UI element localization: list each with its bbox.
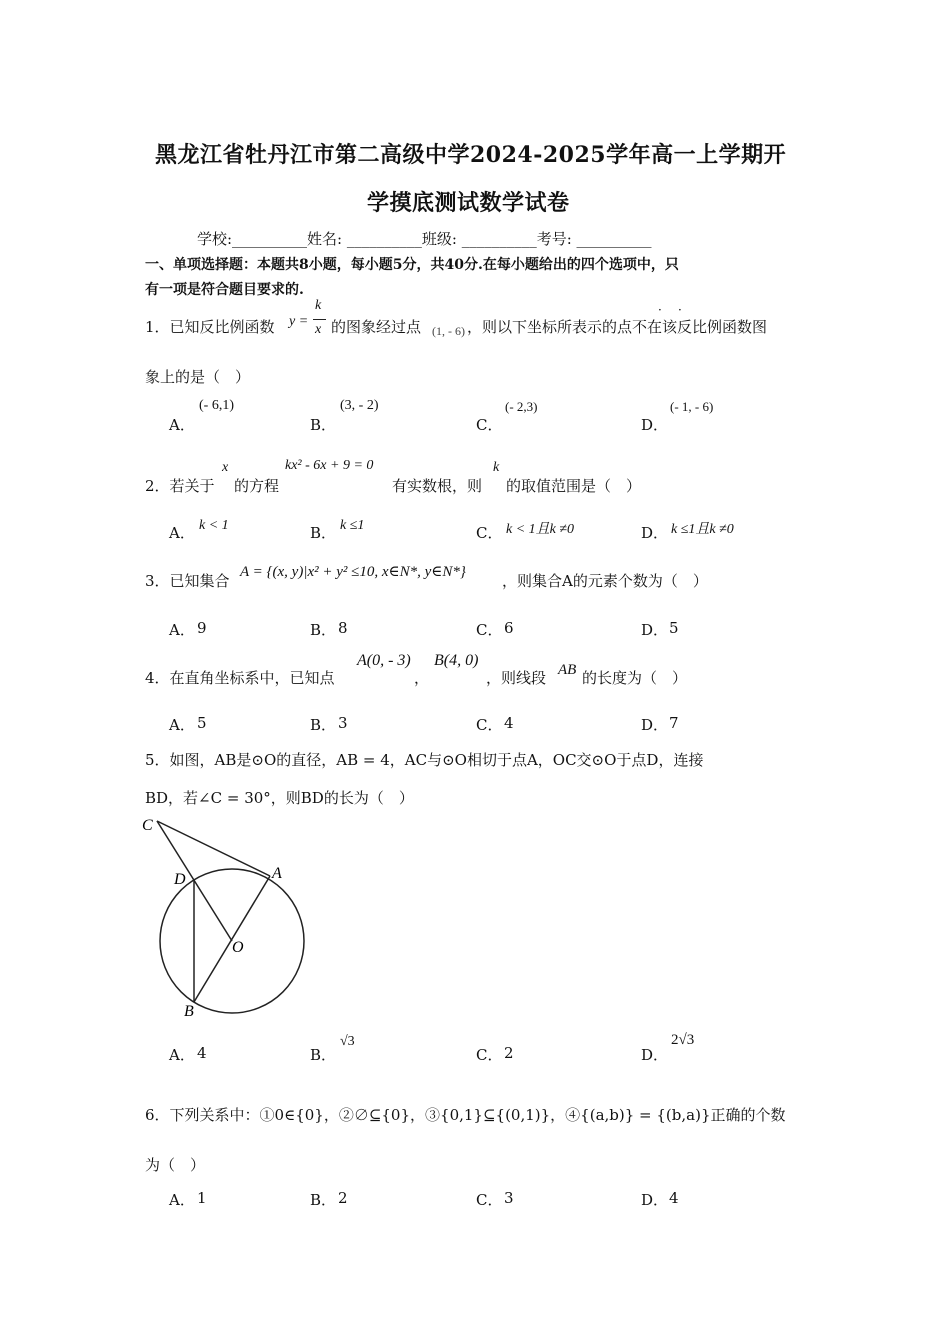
q3-option-a-label: A． [169,621,195,639]
emphasis-dot-1: · [658,303,662,317]
q4-text-mid: ，则线段 [486,669,547,687]
q2-var-x: x [222,460,229,475]
q2-option-d-value: k ≤1且k ≠0 [671,522,734,537]
q2-equation: kx² - 6x + 9 = 0 [285,458,374,473]
q6-option-c-value: 3 [504,1189,514,1207]
q4-option-d-label: D． [641,716,669,734]
q6-option-d-value: 4 [669,1189,679,1207]
q3-text-post: ，则集合A的元素个数为（ ） [502,572,708,590]
q6-option-a-label: A． [169,1191,195,1209]
q3-option-d-label: D． [641,621,669,639]
q5-option-a-label: A． [169,1046,195,1064]
q1-option-c-label: C． [476,416,503,434]
q3-set-definition: A = {(x, y)|x² + y² ≤10, x∈N*, y∈N*} [240,564,466,580]
q4-option-a-value: 5 [197,714,207,732]
section-header-line2: 有一项是符合题目要求的. [145,282,304,298]
q5-option-a-value: 4 [197,1044,207,1062]
q4-option-c-label: C． [476,716,503,734]
q2-option-d-label: D． [641,524,669,542]
q1-func-k: k [315,298,322,313]
q6-text-line1: 6．下列关系中：①0∈{0}，②∅⊆{0}，③{0,1}⊆{(0,1)}，④{(a,b)} = {(b,a)}正确的个数 [145,1106,786,1124]
q1-text-line2: 象上的是（ ） [145,368,251,386]
q3-option-c-label: C． [476,621,503,639]
q2-text-pre: 2．若关于 [145,477,215,495]
q6-option-b-value: 2 [338,1189,348,1207]
q1-option-c-value: (- 2,3) [505,399,538,414]
q1-option-a-label: A． [169,416,195,434]
q1-text-post: ，则以下坐标所表示的点不在该反比例函数图 [467,318,768,336]
q5-option-d-label: D． [641,1046,669,1064]
q4-option-c-value: 4 [504,714,514,732]
q3-option-b-value: 8 [338,619,348,637]
page-title-line2: 学摸底测试数学试卷 [367,190,570,216]
q5-option-c-label: C． [476,1046,503,1064]
q2-option-c-value: k < 1且k ≠0 [506,522,575,537]
section-header-line1: 一、单项选择题：本题共8小题，每小题5分，共40分.在每小题给出的四个选项中，只 [145,257,679,273]
q4-option-a-label: A． [169,716,195,734]
q2-text-mid2: 有实数根，则 [392,477,483,495]
q4-text-post: 的长度为（ ） [582,669,688,687]
q2-option-c-label: C． [476,524,503,542]
q1-point: (1, - 6) [432,324,465,338]
q2-var-k: k [493,460,500,475]
q4-point-b: B(4, 0) [434,652,479,669]
q1-func-y: y = [289,314,309,329]
q5-geometry-figure [140,812,320,1027]
q2-option-b-label: B． [310,524,337,542]
q4-text-pre: 4．在直角坐标系中，已知点 [145,669,335,687]
q6-option-d-label: D． [641,1191,669,1209]
q3-option-b-label: B． [310,621,337,639]
q5-option-b-value: √3 [340,1034,355,1049]
q1-fraction-bar [313,319,326,320]
q5-option-b-label: B． [310,1046,337,1064]
label-d: D [174,871,186,888]
q1-option-b-value: (3, - 2) [340,398,379,413]
q1-func-x: x [315,322,322,337]
q4-option-d-value: 7 [669,714,679,732]
q2-option-b-value: k ≤1 [340,518,365,533]
q5-option-d-value: 2√3 [671,1032,695,1048]
q5-option-c-value: 2 [504,1044,514,1062]
q4-point-a: A(0, - 3) [357,652,411,669]
q2-option-a-value: k < 1 [199,518,229,533]
q2-text-mid1: 的方程 [234,477,280,495]
q1-text-mid: 的图象经过点 [331,318,422,336]
q5-text-line2: BD，若∠C = 30°，则BD的长为（ ） [145,789,414,807]
q6-text-line2: 为（ ） [145,1156,206,1174]
q1-text-pre: 1．已知反比例函数 [145,318,275,336]
q4-comma: ， [414,669,430,687]
q3-option-d-value: 5 [669,619,679,637]
label-b: B [184,1003,194,1020]
q3-text-pre: 3．已知集合 [145,572,230,590]
q1-option-d-label: D． [641,416,669,434]
q2-text-post: 的取值范围是（ ） [506,477,642,495]
q3-option-c-value: 6 [504,619,514,637]
q5-text-line1: 5．如图，AB是⊙O的直径，AB = 4，AC与⊙O相切于点A，OC交⊙O于点D，连接 [145,751,704,769]
student-info-line: 学校:__________姓名: __________班级: __________考号: __________ [197,230,652,248]
q1-option-d-value: (- 1, - 6) [670,399,714,414]
q4-option-b-label: B． [310,716,337,734]
q6-option-c-label: C． [476,1191,503,1209]
q6-option-a-value: 1 [197,1189,207,1207]
q4-option-b-value: 3 [338,714,348,732]
page-title-line1: 黑龙江省牡丹江市第二高级中学2024-2025学年高一上学期开 [155,142,787,168]
q3-option-a-value: 9 [197,619,207,637]
q2-option-a-label: A． [169,524,195,542]
label-a: A [272,865,282,882]
q1-option-b-label: B． [310,416,337,434]
label-c: C [142,817,153,834]
label-o: O [232,939,244,956]
q4-segment-ab: AB [558,662,577,678]
q1-option-a-value: (- 6,1) [199,398,234,413]
emphasis-dot-2: · [678,303,682,317]
q6-option-b-label: B． [310,1191,337,1209]
